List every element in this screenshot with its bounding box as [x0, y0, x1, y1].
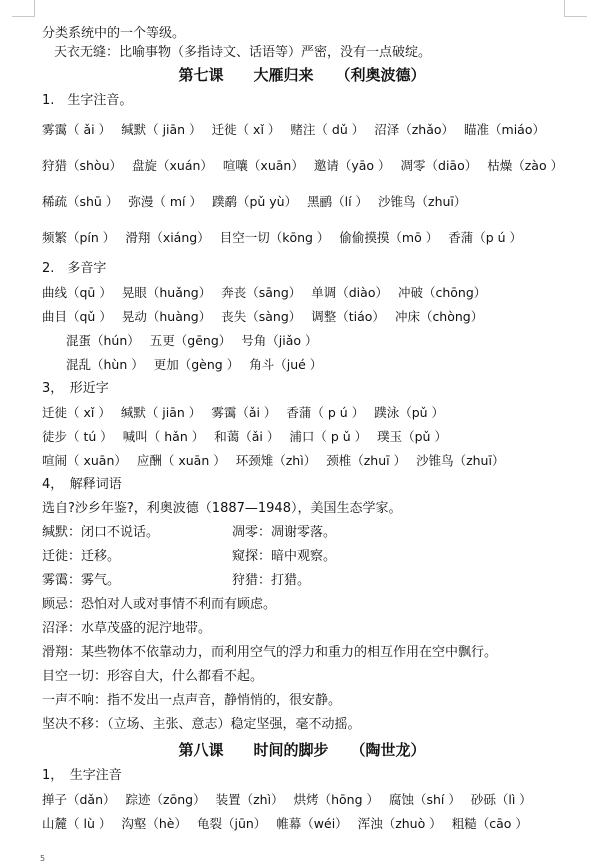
crop-mark-top-left [12, 0, 35, 17]
polyphone-table [42, 281, 562, 377]
definition-text: 坚决不移：（立场、主张、意志）稳定坚强，毫不动摇。 [42, 717, 361, 732]
table-row [42, 149, 562, 185]
text-line: 分类系统中的一个等级。 [42, 26, 186, 41]
word-entry: 弥漫（ mí ） [128, 194, 202, 209]
word-entry: 应酬（ xuān ） [136, 453, 226, 468]
definition-text: 窥探：暗中观察。 [232, 549, 337, 564]
word-entry: 踪迹（zōng） [125, 792, 206, 807]
word-entry: 五更（gēng） [149, 333, 232, 348]
word-entry: 山麓（ lù ） [42, 816, 112, 831]
word-entry: 雾霭（ ǎi ） [42, 122, 112, 137]
word-entry: 盘旋（xuán） [132, 158, 213, 173]
lesson-title: 第七课 大雁归来 [178, 66, 314, 84]
word-entry: 奔丧（sāng） [221, 285, 302, 300]
word-entry: 香蒲（ p ú ） [286, 405, 365, 420]
table-row [42, 185, 562, 221]
word-entry: 雾霭（ǎi ） [211, 405, 277, 420]
lesson-7-title [42, 63, 562, 89]
word-entry: 徒步（ tú ） [42, 429, 113, 444]
definition-text: 雾霭：雾气。 [42, 573, 121, 588]
word-entry: 丧失（sàng） [221, 309, 302, 324]
definition-line [42, 713, 562, 737]
word-entry: 香蒲（p ú ） [448, 230, 523, 245]
word-entry: 混蛋（hún） [66, 333, 140, 348]
similar-chars-table [42, 401, 562, 473]
definition-line [42, 545, 562, 569]
word-entry: 腐蚀（shí ） [388, 792, 461, 807]
word-entry: 瞄准（miáo） [464, 122, 545, 137]
definition-line [42, 641, 562, 665]
word-entry: 颈椎（zhuī ） [326, 453, 407, 468]
definition-text: 选自?沙乡年鉴?，利奥波德（1887—1948），美国生态学家。 [42, 501, 402, 516]
word-entry: 频繁（pín ） [42, 230, 116, 245]
word-entry: 偷偷摸摸（mō ） [339, 230, 439, 245]
word-entry: 喧闹（ xuān） [42, 453, 127, 468]
table-row [42, 788, 562, 812]
word-entry: 喧嚷（xuān） [222, 158, 304, 173]
definition-text: 沼泽：水草茂盛的泥泞地带。 [42, 621, 212, 636]
text-line: 天衣无缝：比喻事物（多指诗文、话语等）严密，没有一点破绽。 [54, 45, 432, 60]
word-entry: 滑翔（xiáng） [125, 230, 210, 245]
table-row [42, 353, 562, 377]
word-entry: 狩猎（shòu） [42, 158, 123, 173]
word-entry: 更加（gèng ） [153, 357, 240, 372]
word-entry: 璞玉（pǔ ） [377, 429, 447, 444]
word-entry: 枯燥（zào ） [487, 158, 564, 173]
word-entry: 号角（jiǎo ） [241, 333, 318, 348]
word-entry: 浑浊（zhuò ） [357, 816, 442, 831]
page-number: 5 [40, 854, 46, 863]
definition-text: 滑翔：某些物体不依靠动力，而利用空气的浮力和重力的相互作用在空中飘行。 [42, 645, 498, 660]
word-entry: 蹼鹬（pǔ yù） [211, 194, 298, 209]
pinyin-table [42, 113, 562, 257]
table-row [42, 449, 562, 473]
definition-text: 顾忌：恐怕对人或对事情不利而有顾虑。 [42, 597, 277, 612]
definition-text: 凋零：凋谢零落。 [232, 525, 337, 540]
word-entry: 缄默（ jiān ） [120, 405, 202, 420]
word-entry: 目空一切（kōng ） [219, 230, 330, 245]
word-entry: 粗糙（cāo ） [451, 816, 528, 831]
section-heading: 4， 解释词语 [42, 477, 122, 492]
word-entry: 凋零（diāo） [400, 158, 478, 173]
lesson-8-title [42, 738, 562, 764]
word-entry: 冲床（chòng） [394, 309, 484, 324]
definition-text: 目空一切：形容自大，什么都看不起。 [42, 669, 264, 684]
word-entry: 沟壑（hè） [121, 816, 187, 831]
word-entry: 混乱（hùn ） [66, 357, 144, 372]
word-entry: 掸子（dǎn） [42, 792, 116, 807]
table-row [42, 305, 562, 329]
word-entry: 曲目（qǔ ） [42, 309, 112, 324]
word-entry: 砂砾（lì ） [470, 792, 532, 807]
table-row [42, 113, 562, 149]
crop-mark-top-right [564, 0, 587, 17]
definition-line [42, 617, 562, 641]
word-entry: 装置（zhì） [215, 792, 284, 807]
table-row [42, 281, 562, 305]
definition-text: 缄默：闭口不说话。 [42, 525, 160, 540]
word-entry: 赌注（ dǔ ） [290, 122, 365, 137]
definition-line [42, 593, 562, 617]
section-heading: 3， 形近字 [42, 381, 109, 396]
table-row [42, 329, 562, 353]
table-row [42, 221, 562, 257]
word-entry: 沙锥鸟（zhuī） [416, 453, 505, 468]
word-entry: 喊叫（ hǎn ） [122, 429, 205, 444]
definition-line [42, 497, 562, 521]
word-entry: 浦口（ p ǔ ） [289, 429, 368, 444]
word-entry: 帷幕（wéi） [276, 816, 348, 831]
pinyin-table [42, 788, 562, 836]
definition-line [42, 521, 562, 545]
word-entry: 沙锥鸟（zhuī） [378, 194, 467, 209]
word-entry: 蹼泳（pǔ ） [374, 405, 445, 420]
definition-line [42, 569, 562, 593]
word-entry: 角斗（jué ） [249, 357, 323, 372]
word-entry: 单调（diào） [311, 285, 388, 300]
lesson-author: （陶世龙） [350, 741, 426, 759]
lesson-author: （利奥波德） [335, 66, 426, 84]
word-entry: 缄默（ jiān ） [121, 122, 202, 137]
word-entry: 迁徙（ xǐ ） [211, 122, 281, 137]
word-entry: 迁徙（ xǐ ） [42, 405, 111, 420]
definitions-list [42, 497, 562, 737]
word-entry: 环颈雉（zhì） [235, 453, 317, 468]
word-entry: 稀疏（shū ） [42, 194, 119, 209]
word-entry: 冲破（chōng） [397, 285, 487, 300]
word-entry: 晃眼（huǎng） [121, 285, 212, 300]
word-entry: 晃动（huàng） [121, 309, 212, 324]
section-heading: 1， 生字注音 [42, 768, 122, 783]
word-entry: 调整（tiáo） [311, 309, 385, 324]
section-heading: 2. 多音字 [42, 261, 107, 276]
table-row [42, 401, 562, 425]
definition-text: 一声不响：指不发出一点声音，静悄悄的，很安静。 [42, 693, 342, 708]
document-page [42, 24, 562, 836]
lesson-title: 第八课 时间的脚步 [178, 741, 329, 759]
table-row [42, 812, 562, 836]
definition-line [42, 689, 562, 713]
table-row [42, 425, 562, 449]
word-entry: 和蔼（ǎi ） [214, 429, 280, 444]
word-entry: 沼泽（zhǎo） [374, 122, 455, 137]
definition-text: 狩猎：打猎。 [232, 573, 311, 588]
definition-line [42, 665, 562, 689]
word-entry: 邀请（yāo ） [313, 158, 391, 173]
word-entry: 烘烤（hōng ） [293, 792, 379, 807]
word-entry: 龟裂（jūn） [196, 816, 267, 831]
word-entry: 黑鹂（lí ） [307, 194, 369, 209]
word-entry: 曲线（qū ） [42, 285, 112, 300]
definition-text: 迁徙：迁移。 [42, 549, 121, 564]
section-heading: 1. 生字注音。 [42, 93, 133, 108]
